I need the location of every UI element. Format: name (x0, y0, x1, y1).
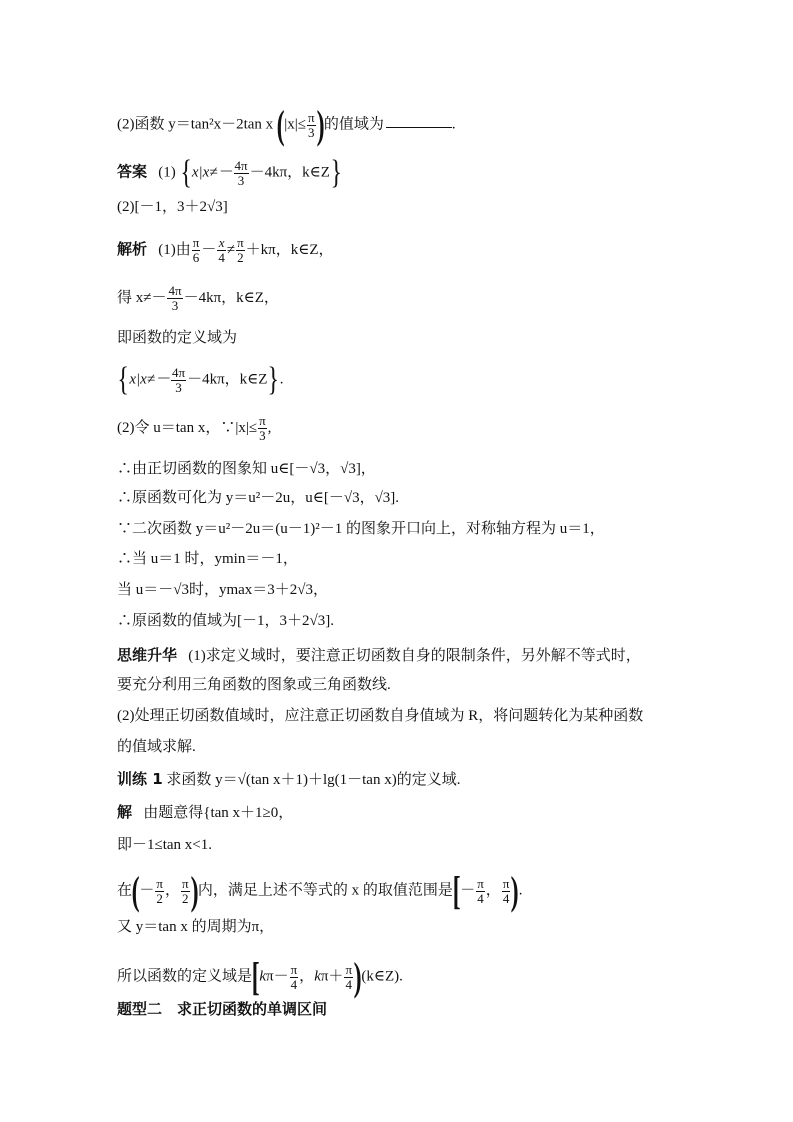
fraction-den: 3 (237, 172, 245, 188)
paren-right: ) (316, 102, 325, 147)
answer-part1-lead: (1) (158, 164, 176, 181)
fraction-num: π (477, 875, 484, 891)
answer-part2: (2)[－1，3＋2√3] (117, 199, 228, 215)
section-heading-line (117, 998, 683, 1021)
solution-text: 内，满足上述不等式的 x 的取值范围是 (197, 882, 453, 899)
paren-left: ( (131, 868, 140, 913)
brace-left: { (117, 361, 129, 398)
analysis-line-1: 解析 (1)由 $\frac{\pi}{6}$ － $\frac{x}{4}$ ≠ $\frac{\pi}{2}$ ＋kπ，k∈Z， (117, 235, 334, 265)
thinking-text: (1)求定义域时，要注意正切函数自身的限制条件，另外解不等式时， (188, 648, 641, 664)
analysis-line-3 (117, 327, 683, 349)
training-line-4: 在(－ $\frac{\pi}{2}$ ， $\frac{\pi}{2}$ )内，满足上述不等式的 x 的取值范围是[－ $\frac{\pi}{4}$ ， $\frac{\pi}{4}$ ). (117, 868, 523, 913)
fraction-den: 4 (477, 890, 484, 906)
fraction (307, 111, 316, 140)
fraction (181, 877, 190, 906)
bracket-left: [ (452, 868, 461, 913)
training-line-3 (117, 834, 683, 856)
fraction-den: 2 (237, 250, 244, 265)
analysis-line-7 (117, 487, 683, 509)
analysis-line-5: (2)令 u＝tan x，∵|x|≤ $\frac{\pi}{3}$ , (117, 413, 272, 443)
solution-text: 又 y＝tan x 的周期为π， (117, 919, 275, 935)
analysis-text: 得 x≠－ (117, 289, 167, 306)
fraction-num: π (307, 109, 315, 125)
analysis-text: －4kπ，k∈Z， (183, 289, 279, 306)
fraction (167, 284, 182, 313)
analysis-line-11 (117, 610, 683, 632)
fraction (290, 963, 299, 992)
analysis-text: ∴原函数可化为 y＝u²－2u，u∈[－√3，√3]. (117, 490, 400, 506)
fraction (171, 366, 186, 395)
training-line-6: 所以函数的定义域是[kπ－ $\frac{\pi}{4}$ ，kπ＋ $\frac{\pi}{4}$ )(k∈Z). (117, 954, 403, 999)
fraction-num: π (181, 875, 189, 891)
fraction-den: 3 (175, 379, 182, 395)
analysis-text: ∴原函数的值域为[－1，3＋2√3]. (117, 613, 334, 629)
question-2-suffix: 的值域为 (323, 116, 384, 133)
fraction-den: 6 (192, 250, 200, 265)
fraction (192, 236, 201, 265)
analysis-text: (2)令 u＝tan x，∵|x|≤ (117, 419, 258, 436)
solution-text: 所以函数的定义域是 (117, 968, 253, 985)
fraction-den: 3 (259, 428, 266, 443)
set-text: x|x≠－ (129, 371, 170, 388)
fraction-num: π (259, 413, 266, 428)
fraction (476, 877, 485, 906)
fraction (344, 963, 353, 992)
fraction (236, 236, 245, 265)
fraction (234, 159, 249, 188)
solution-text: 即－1≤tan x<1. (117, 837, 213, 853)
fraction-den: 4 (502, 890, 510, 906)
period: . (451, 116, 456, 133)
solution-text: (k∈Z). (361, 968, 403, 985)
fraction-den: 2 (181, 890, 189, 906)
solution-label: 解 (117, 803, 133, 821)
bracket-left: [ (251, 954, 260, 999)
fraction-num: 4π (172, 364, 186, 380)
thinking-text: 要充分利用三角函数的图象或三角函数线. (117, 677, 391, 693)
question-2-line (117, 102, 683, 147)
training-question: 求函数 y＝√(tan x＋1)＋lg(1－tan x)的定义域. (166, 772, 461, 788)
solution-text: 在 (117, 882, 133, 899)
answer-line-1 (117, 156, 683, 190)
analysis-text: ∵二次函数 y＝u²－2u＝(u－1)²－1 的图象开口向上，对称轴方程为 u＝1， (117, 521, 605, 537)
fraction-den: 4 (345, 976, 352, 992)
analysis-line-8 (117, 518, 683, 540)
fraction-num: x (218, 235, 225, 250)
set-tail: －4kπ，k∈Z (187, 371, 268, 388)
analysis-text: ∴由正切函数的图象知 u∈[－√3，√3]， (117, 461, 376, 477)
set-tail: －4kπ，k∈Z (249, 164, 330, 181)
analysis-line-6 (117, 458, 683, 480)
fraction-num: 4π (234, 157, 248, 173)
fraction-den: 3 (171, 298, 179, 313)
answer-label: 答案 (117, 162, 148, 181)
analysis-text: (1)由 (158, 241, 191, 258)
fraction-num: π (237, 235, 244, 250)
training-label: 训练 1 (117, 770, 163, 788)
cond-text: |x|≤ (284, 116, 306, 133)
thinking-label: 思维升华 (117, 646, 178, 664)
thinking-line-3 (117, 705, 683, 727)
thinking-text: 的值域求解. (117, 739, 196, 755)
analysis-line-10 (117, 579, 683, 601)
paren-right: ) (511, 868, 520, 913)
fraction (217, 236, 226, 265)
fraction-num: π (290, 961, 298, 977)
analysis-line-2 (117, 284, 683, 313)
fraction-num: π (156, 875, 163, 891)
paren-left: ( (276, 102, 285, 147)
fraction (502, 877, 511, 906)
analysis-line-4: {x|x≠－ $\frac{4\pi}{3}$ －4kπ，k∈Z}. (117, 361, 284, 398)
fraction-den: 4 (218, 250, 225, 265)
answer-line-2 (117, 196, 683, 218)
fraction-den: 3 (308, 124, 315, 140)
training-line-1 (117, 768, 683, 791)
fraction-num: π (502, 875, 510, 891)
analysis-text: ∴当 u＝1 时，ymin＝－1， (117, 551, 298, 567)
fraction (258, 414, 267, 443)
fraction-num: π (192, 235, 200, 250)
analysis-text: 当 u＝－√3时，ymax＝3＋2√3， (117, 582, 329, 598)
analysis-line-9 (117, 548, 683, 570)
section-heading: 题型二 求正切函数的单调区间 (117, 1000, 328, 1018)
question-2-text: (2)函数 y＝tan²x－2tan x (117, 116, 274, 133)
fraction-num: π (345, 961, 353, 977)
fraction-num: 4π (168, 283, 182, 298)
thinking-line-1 (117, 644, 683, 667)
paren-right: ) (353, 954, 362, 999)
fraction-den: 4 (290, 976, 298, 992)
thinking-text: (2)处理正切函数值域时，应注意正切函数自身值域为 R，将问题转化为某种函数 (117, 708, 644, 724)
thinking-line-4 (117, 736, 683, 758)
answer-blank (386, 113, 452, 128)
brace-right: } (330, 154, 342, 191)
analysis-label: 解析 (117, 239, 148, 258)
fraction-den: 2 (156, 890, 163, 906)
training-line-2 (117, 801, 683, 824)
solution-text: 由题意得{tan x＋1≥0， (143, 805, 294, 821)
thinking-line-2 (117, 674, 683, 696)
brace-right: } (267, 361, 280, 398)
brace-left: { (179, 154, 192, 191)
set-text: x|x≠－ (191, 164, 233, 181)
analysis-text: 即函数的定义域为 (117, 330, 238, 346)
fraction (155, 877, 164, 906)
paren-right: ) (190, 868, 199, 913)
analysis-text: ＋kπ，k∈Z， (245, 241, 334, 258)
training-line-5 (117, 916, 683, 938)
